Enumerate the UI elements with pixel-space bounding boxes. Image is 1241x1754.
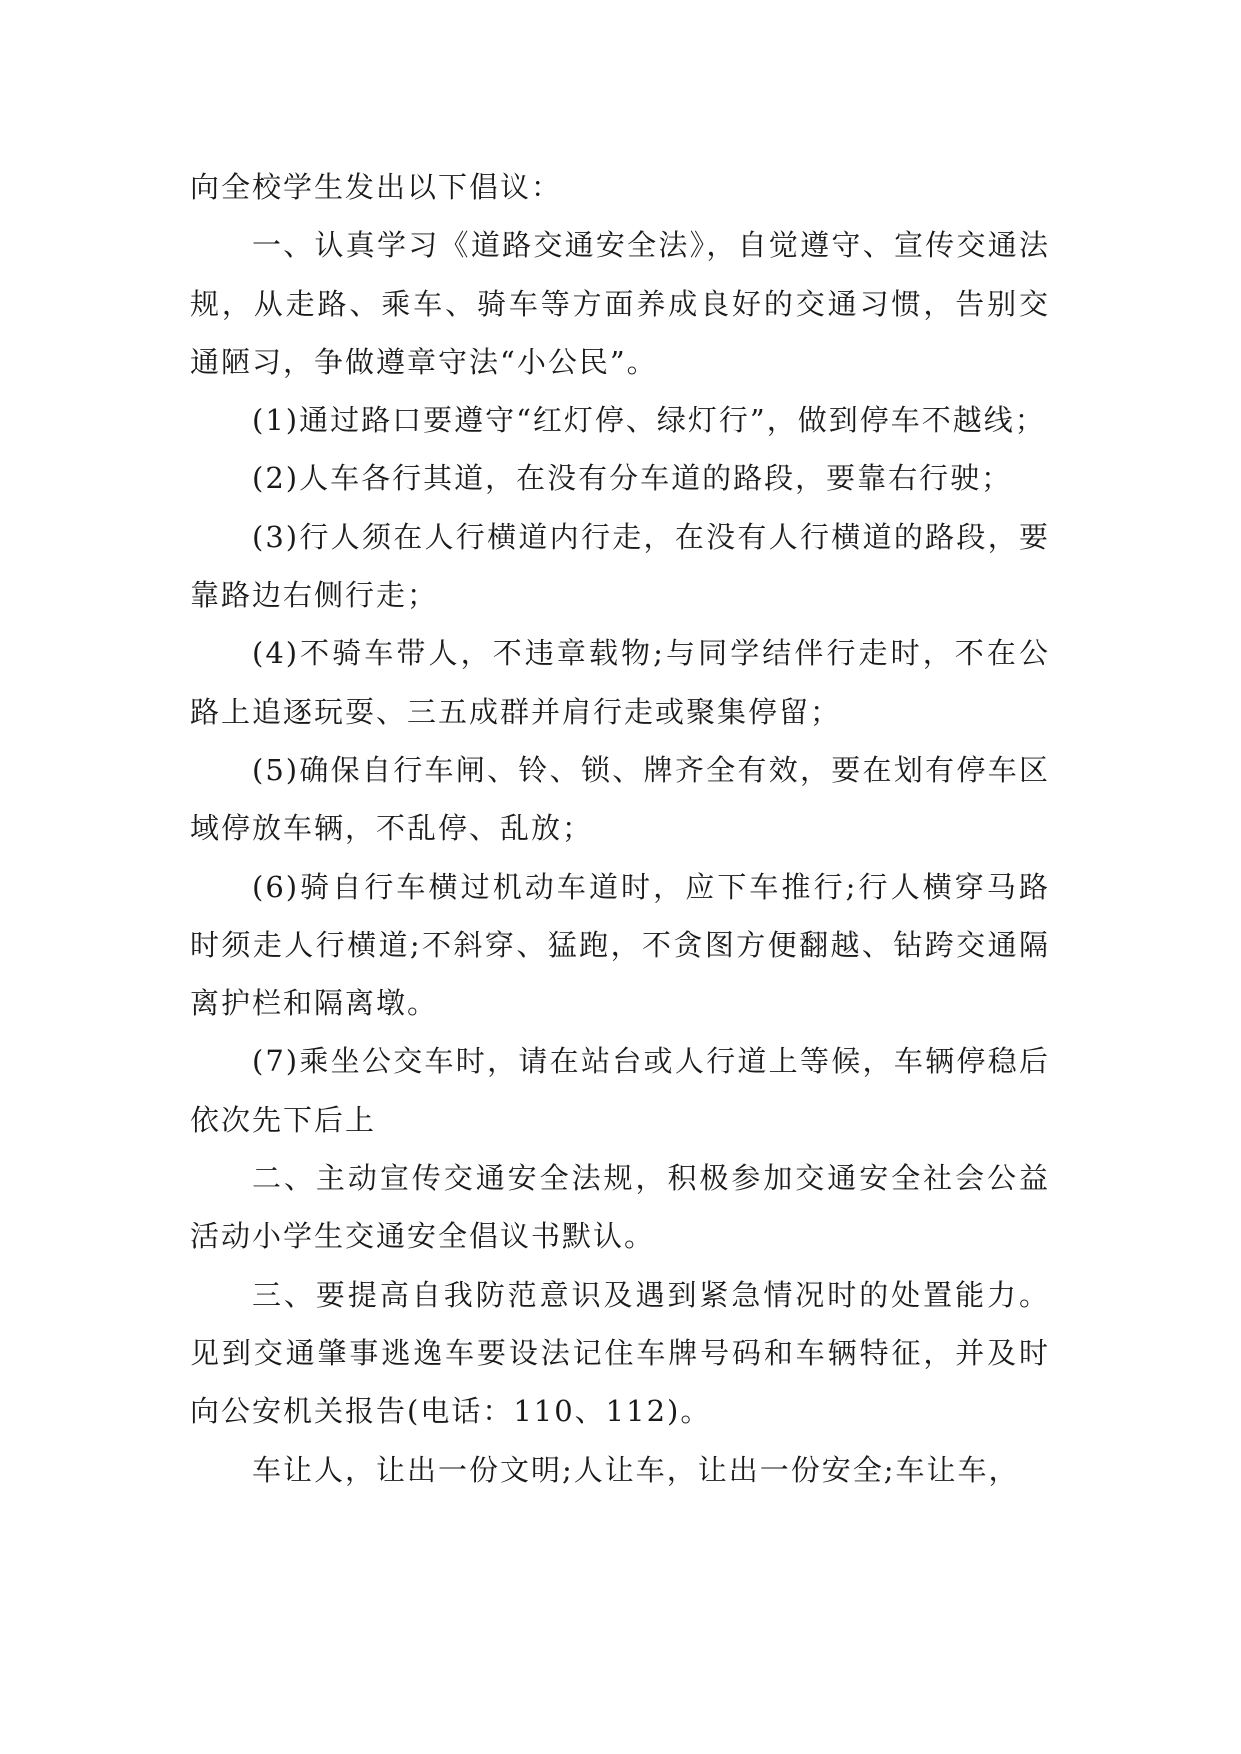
paragraph-rule-6: (6)骑自行车横过机动车道时，应下车推行;行人横穿马路时须走人行横道;不斜穿、猛跑，不贪图方便翻越、钻跨交通隔离护栏和隔离墩。 — [190, 869, 1050, 1021]
paragraph-rule-1: (1)通过路口要遵守“红灯停、绿灯行”，做到停车不越线； — [252, 403, 1046, 438]
paragraph-item-1: 一、认真学习《道路交通安全法》，自觉遵守、宣传交通法规，从走路、乘车、骑车等方面养成良好的交通习惯，告别交通陋习，争做遵章守法“小公民”。 — [190, 228, 1050, 379]
paragraph-rule-5: (5)确保自行车闸、铃、锁、牌齐全有效，要在划有停车区域停放车辆，不乱停、乱放； — [190, 752, 1050, 846]
paragraph-rule-4: (4)不骑车带人，不违章载物;与同学结伴行走时，不在公路上追逐玩耍、三五成群并肩行走或聚集停留； — [190, 636, 1050, 729]
paragraph-rule-7: (7)乘坐公交车时，请在站台或人行道上等候，车辆停稳后依次先下后上 — [190, 1044, 1050, 1137]
paragraph-item-2: 二、主动宣传交通安全法规，积极参加交通安全社会公益活动小学生交通安全倡议书默认。 — [190, 1161, 1050, 1254]
paragraph-closing: 车让人，让出一份文明;人让车，让出一份安全;车让车， — [252, 1452, 1020, 1487]
paragraph-intro: 向全校学生发出以下倡议： — [190, 170, 563, 204]
paragraph-rule-3: (3)行人须在人行横道内行走，在没有人行横道的路段，要靠路边右侧行走； — [190, 519, 1050, 613]
paragraph-rule-2: (2)人车各行其道，在没有分车道的路段，要靠右行驶； — [252, 461, 1013, 496]
document-body — [190, 158, 1050, 1499]
paragraph-item-3: 三、要提高自我防范意识及遇到紧急情况时的处置能力。见到交通肇事逃逸车要设法记住车牌号码和车辆特征，并及时向公安机关报告(电话：110、112)。 — [190, 1277, 1050, 1429]
